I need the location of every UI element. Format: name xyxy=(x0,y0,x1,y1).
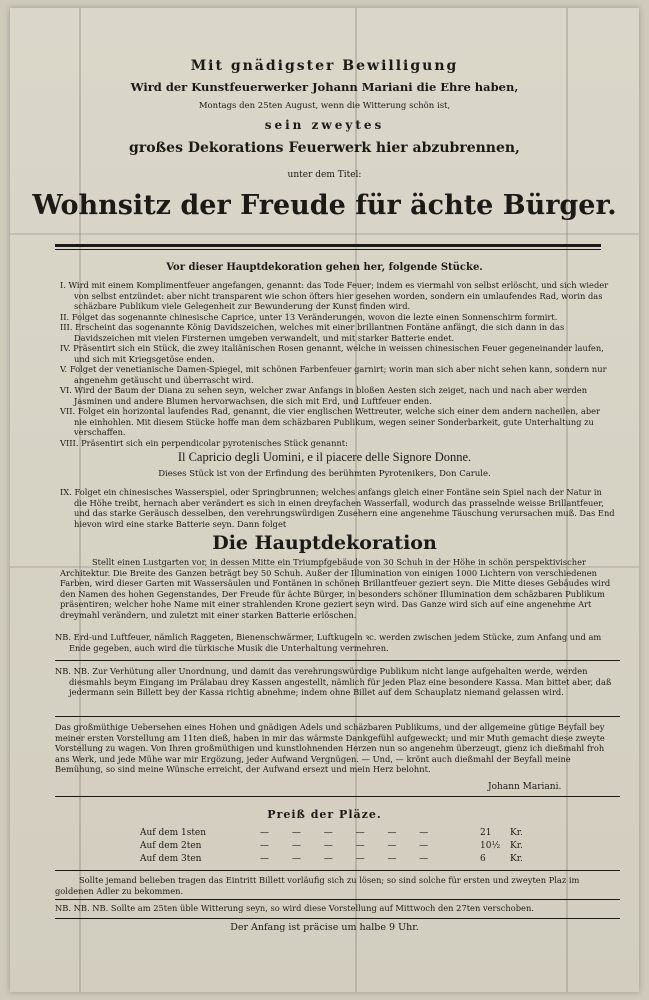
price-row xyxy=(140,854,540,866)
program-item: I. Wird mit einem Komplimentfeuer angefangen, genannt: das Tode Feuer; indem es viermahl von selbst erlöscht, und sich wieder von selbst entzündet: aber nicht transparent wie schon öfters hier gesehen worden, sondern ein umlaufendes Rad, worin das schäzbare Publikum viele Gelegenheit zur Bewunderung der Kunst finden wird. xyxy=(60,280,609,311)
divider xyxy=(55,249,601,250)
price-place: Auf dem 2ten xyxy=(140,841,202,851)
price-unit: Kr. xyxy=(510,841,523,851)
main-heading: Die Hauptdekoration xyxy=(212,532,437,554)
fold-line xyxy=(10,233,639,235)
price-unit: Kr. xyxy=(510,828,523,838)
nb-text: NB. Erd-und Luftfeuer, nämlich Raggeten, Bienenschwärmer, Luftkugeln ꝛc. werden zwischen jedem Stücke, zum Anfang und am Ende gegeben, auch wird die türkische Musik die Unterhaltung vermehren. xyxy=(55,632,602,653)
price-amount: 10½ xyxy=(480,841,501,851)
header-line4: sein zweytes xyxy=(264,118,385,132)
divider xyxy=(55,899,620,900)
divider xyxy=(55,244,601,247)
divider xyxy=(55,796,620,797)
program-item-ix xyxy=(60,487,615,529)
italian-title: Il Capricio degli Uomini, e il piacere delle Signore Donne. xyxy=(177,450,472,464)
divider xyxy=(55,870,620,871)
footer-note-2: NB. NB. NB. Sollte am 25ten üble Witterung seyn, so wird diese Vorstellung auf Mittwoch den 27ten verschoben. xyxy=(55,903,534,913)
nb-note-1 xyxy=(55,632,620,653)
header-line3: Montags den 25ten August, wenn die Witterung schön ist, xyxy=(198,101,451,111)
price-place: Auf dem 3ten xyxy=(140,854,202,864)
price-row xyxy=(140,828,540,840)
nb-text: NB. NB. Zur Verhütung aller Unordnung, und damit das verehrungswürdige Publikum nicht lange aufgehalten werde, werden diesmahls beym Eingang im Prälabau drey Kassen angestellt, nämlich für jeden Plaz eine besondere Kassa. Man bittet aber, daß jedermann sein Billett bey der Kassa richtig abnehme; indem ohne Billet auf dem Schauplatz niemand gelassen wird. xyxy=(55,666,612,697)
divider xyxy=(55,918,620,919)
price-heading: Preiß der Pläze. xyxy=(267,808,382,821)
price-dashes: — — — — — — xyxy=(260,854,439,864)
program-item: IV. Präsentirt sich ein Stück, die zwey italiänischen Rosen genannt, welche in weissen chinesischen Feuer gegeneinander laufen, und sich mit Kriegsgetöse enden. xyxy=(60,343,604,364)
header-line1: Mit gnädigster Bewilligung xyxy=(190,58,459,74)
header-line2: Wird der Kunstfeuerwerker Johann Mariani die Ehre haben, xyxy=(130,80,519,94)
program-item: VIII. Präsentirt sich ein perpendicolar pyrotenisches Stück genannt: xyxy=(60,437,348,448)
price-amount: 6 xyxy=(480,854,486,864)
divider xyxy=(55,716,620,717)
program-item: III. Erscheint das sogenannte König Davidszeichen, welches mit einer brillantnen Fontäne anfängt, die sich dann in das Davidszeichen mit vielen Firsternen umgeben verwandelt, und mit starker Batterie endet. xyxy=(60,322,565,343)
price-place: Auf dem 1sten xyxy=(140,828,207,838)
start-time: Der Anfang ist präcise um halbe 9 Uhr. xyxy=(230,922,419,933)
italian-note: Dieses Stück ist von der Erfindung des berühmten Pyrotenikers, Don Carule. xyxy=(158,469,491,479)
price-amount: 21 xyxy=(480,828,492,838)
price-dashes: — — — — — — xyxy=(260,841,439,851)
poster-title: Wohnsitz der Freude für ächte Bürger. xyxy=(32,190,617,221)
program-list xyxy=(60,280,615,448)
program-item: VI. Wird der Baum der Diana zu sehen seyn, welcher zwar Anfangs in bloßen Aesten sich zeiget, nach und nach aber werden Jasminen und andere Blumen hervorwachsen, die sich mit Erd, und Luftfeuer enden. xyxy=(60,385,588,406)
program-item: V. Folget der venetianische Damen-Spiegel, mit schönen Farbenfeuer garnirt; worin man sich aber nicht sehen kann, sondern nur angenehm getäuscht und überrascht wird. xyxy=(60,364,607,385)
program-item: II. Folget das sogenannte chinesische Caprice, unter 13 Veränderungen, wovon die lezte einen Sonnenschirm formirt. xyxy=(60,311,558,322)
divider xyxy=(55,660,620,661)
price-unit: Kr. xyxy=(510,854,523,864)
thanks-paragraph: Das großmüthige Uebersehen eines Hohen und gnädigen Adels und schäzbaren Publikums, und der allgemeine gütige Beyfall bey meiner ersten Vorstellung am 11ten dieß, haben in mir das wärmste Dankgefühl aufgeweckt; und mir Muth gemacht diese zweyte Vorstellung zu wagen. Von Ihren großmüthigen und kunstlohnenden Herzen nun so angenehm überzeugt, gienz ich dießmahl froh ans Werk, und jede Mühe war mir Ergözung, jeder Aufwand Vergnügen. — Und, — krönt auch dießmahl der Beyfall meine Bemühung, so sind meine Wünsche erreicht, der Aufwand ersezt und mein Herz belohnt. xyxy=(55,722,605,774)
program-item: VII. Folget ein horizontal laufendes Rad, genannt, die vier englischen Wettreuter, welche sich einer dem andern nacheilen, aber nie einhohlen. Mit diesem Stücke hoffe man dem schäzbaren Publikum, wegen seiner Sonderbarkeit, gute Unterhaltung zu verschaffen. xyxy=(60,406,601,437)
header-line6: unter dem Titel: xyxy=(287,170,362,180)
footer-text: Sollte jemand belieben tragen das Eintritt Billett vorläufig sich zu lösen; so sind solche für ersten und zweyten Plaz im goldenen Adler zu bekommen. xyxy=(55,875,580,896)
footer-note-1 xyxy=(55,875,620,896)
program-item: IX. Folget ein chinesisches Wasserspiel, oder Springbrunnen; welches anfangs gleich einer Fontäne sein Spiel nach der Natur in die Höhe treibt, hernach aber verändert es sich in einen dreyfachen Wasserfall, wodurch das prasselnde weisse Brillantfeuer, und das starke Geräusch desselben, den verehrungswürdigen Zusehern eine angenehme Täuschung verursachen muß. Das End hievon wird eine starke Batterie seyn. Dann folget xyxy=(60,487,615,529)
price-dashes: — — — — — — xyxy=(260,828,439,838)
signature: Johann Mariani. xyxy=(488,782,562,792)
main-description: Stellt einen Lustgarten vor, in dessen Mitte ein Triumpfgebäude von 30 Schuh in der Höhe in schön perspektivischer Architektur. Die Breite des Ganzen beträgt bey 50 Schuh. Außer der Illumination von einigen 1000 Lichtern von verschiedenen Farben, wird dieser Garten mit Wassersäulen und Fontänen in schönen Brillantfeuer geziert seyn. Die Mitte dieses Gebäudes wird den Namen des hohen Gegenstandes, Der Freude für ächte Bürger, in besonders schöner Illumination dem schäzbaren Publikum präsentiren; welcher hohe Name mit einer strahlenden Krone geziert seyn wird. Das Ganze wird sich auf eine angenehme Art dreymahl verändern, und zuletzt mit einer starken Batterie erlöschen. xyxy=(60,557,611,620)
intro-line: Vor dieser Hauptdekoration gehen her, folgende Stücke. xyxy=(166,262,483,273)
nb-note-2 xyxy=(55,666,620,698)
price-row xyxy=(140,841,540,853)
header-line5: großes Dekorations Feuerwerk hier abzubrennen, xyxy=(129,140,520,156)
